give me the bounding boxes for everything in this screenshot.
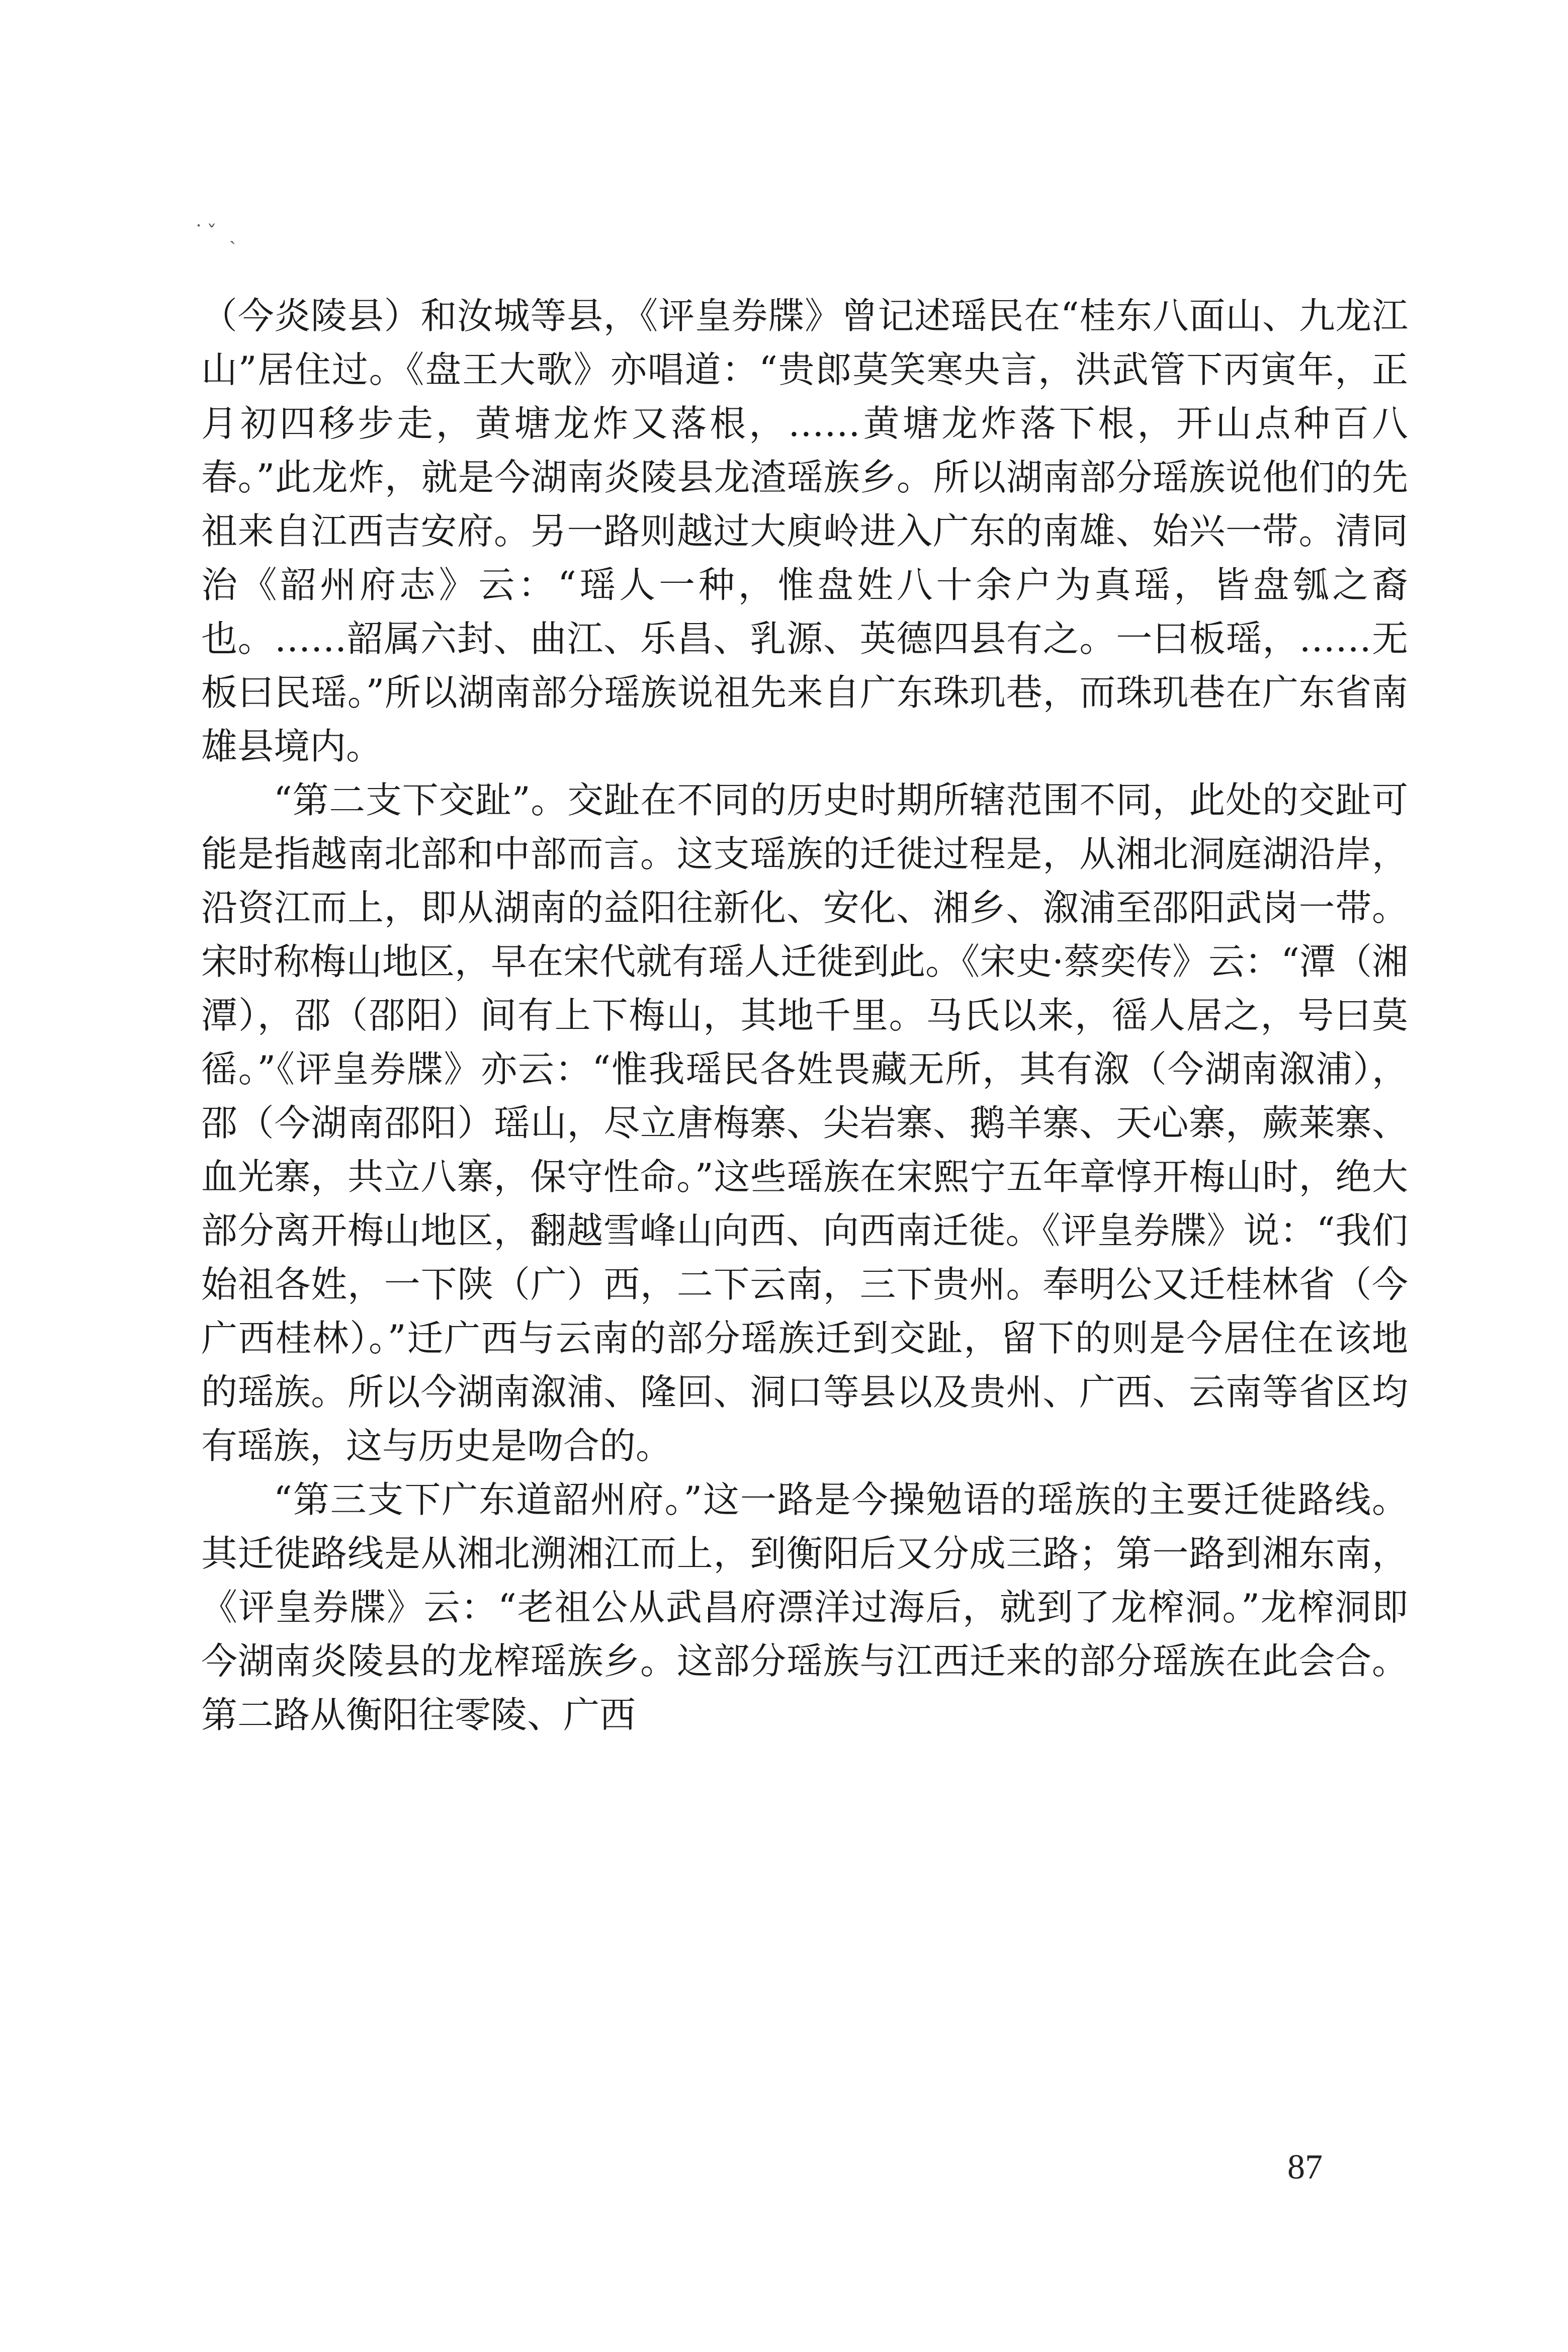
paragraph-1: （今炎陵县）和汝城等县，《评皇券牒》曾记述瑶民在“桂东八面山、九龙江山”居住过。《盘王大歌》亦唱道：“贵郎莫笑寒央言，洪武管下丙寅年，正月初四移步走，黄塘龙炸又落根，……黄塘龙炸落下根，开山点种百八春。”此龙炸，就是今湖南炎陵县龙渣瑶族乡。所以湖南部分瑶族说他们的先祖来自江西吉安府。另一路则越过大庾岭进入广东的南雄、始兴一带。清同治《韶州府志》云：“瑶人一种，惟盘姓八十余户为真瑶，皆盘瓠之裔也。……韶属六封、曲江、乐昌、乳源、英德四县有之。一曰板瑶，……无板曰民瑶。”所以湖南部分瑶族说祖先来自广东珠玑巷，而珠玑巷在广东省南雄县境内。 bbox=[201, 295, 1408, 767]
body-text bbox=[201, 289, 1408, 1742]
paragraph-3: “第三支下广东道韶州府。”这一路是今操勉语的瑶族的主要迁徙路线。其迁徙路线是从湘北溯湘江而上，到衡阳后又分成三路；第一路到湘东南，《评皇券牒》云：“老祖公从武昌府漂洋过海后，就到了龙榨洞。”龙榨洞即今湖南炎陵县的龙榨瑶族乡。这部分瑶族与江西迁来的部分瑶族在此会合。第二路从衡阳往零陵、广西 bbox=[201, 1478, 1408, 1736]
page-number: 87 bbox=[1287, 2148, 1323, 2187]
scan-speck: ˙ˇ ˎ bbox=[194, 222, 239, 245]
paragraph-2: “第二支下交趾”。交趾在不同的历史时期所辖范围不同，此处的交趾可能是指越南北部和中部而言。这支瑶族的迁徙过程是，从湘北洞庭湖沿岸，沿资江而上，即从湖南的益阳往新化、安化、湘乡、溆浦至邵阳武岗一带。宋时称梅山地区，早在宋代就有瑶人迁徙到此。《宋史·蔡奕传》云：“潭（湘潭），邵（邵阳）间有上下梅山，其地千里。马氏以来，徭人居之，号曰莫徭。”《评皇券牒》亦云：“惟我瑶民各姓畏藏无所，其有溆（今湖南溆浦），邵（今湖南邵阳）瑶山，尽立唐梅寨、尖岩寨、鹅羊寨、天心寨，蕨莱寨、血光寨，共立八寨，保守性命。”这些瑶族在宋熙宁五年章惇开梅山时，绝大部分离开梅山地区，翻越雪峰山向西、向西南迁徙。《评皇券牒》说：“我们始祖各姓，一下陕（广）西，二下云南，三下贵州。奉明公又迁桂林省（今广西桂林）。”迁广西与云南的部分瑶族迁到交趾，留下的则是今居住在该地的瑶族。所以今湖南溆浦、隆回、洞口等县以及贵州、广西、云南等省区均有瑶族，这与历史是吻合的。 bbox=[201, 779, 1408, 1467]
